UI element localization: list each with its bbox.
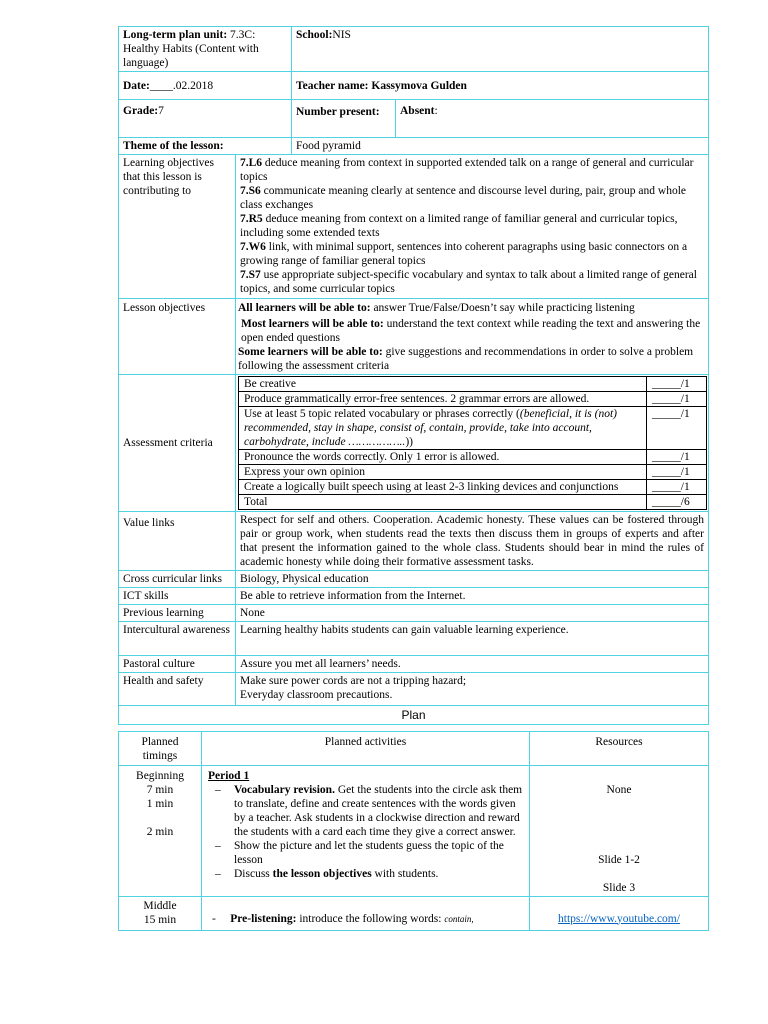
date-value: ____.02.2018 — [149, 79, 214, 92]
school-cell — [292, 27, 709, 72]
unit-label: Long-term plan unit: — [123, 29, 228, 41]
previous-learning-label: Previous learning — [119, 604, 236, 621]
activities-list — [208, 783, 525, 881]
table-row: Total _____/6 — [239, 494, 707, 509]
ict-label: ICT skills — [119, 587, 236, 604]
middle-resources — [530, 896, 709, 930]
grade-label: Grade: — [123, 105, 159, 117]
assessment-cell — [236, 374, 709, 511]
teacher-name: Teacher name: Kassymova Gulden — [296, 79, 467, 92]
health-safety-label: Health and safety — [119, 672, 236, 705]
health-safety-text: Make sure power cords are not a tripping hazard; Everyday classroom precautions. — [236, 672, 709, 705]
assessment-label: Assessment criteria — [119, 374, 236, 511]
plan-title: Plan — [118, 706, 709, 725]
grade-cell — [119, 100, 292, 138]
col-activities-header: Planned activities — [202, 731, 530, 765]
table-row: Be creative _____/1 — [239, 376, 707, 391]
pastoral-label: Pastoral culture — [119, 655, 236, 672]
unit-cell — [119, 27, 292, 72]
list-item: – Vocabulary revision. Get the students into the circle ask them to translate, define and create sentences with the words given by a teacher. Ask students in a clockwise direction and reward the students with a card each time they give a correct answer. — [234, 783, 525, 839]
value-links-text: Respect for self and others. Cooperation. Academic honesty. These values can be fostered through pair or group work, when students read the texts then discuss them in groups of experts and after that present the information gained to the whole class. Students should bear in mind the rules of academic honesty while doing their formative assessment tasks. — [236, 511, 709, 570]
lo-item: 7.W6 link, with minimal support, sentences into coherent paragraphs using basic connectors on a growing range of familiar general topics — [240, 240, 688, 267]
list-item: – Show the picture and let the students guess the topic of the lesson — [234, 839, 525, 867]
theme-value: Food pyramid — [292, 138, 709, 155]
beginning-activities — [202, 765, 530, 896]
teacher-cell — [292, 72, 709, 100]
unit-value: 7.3C: Healthy Habits (Content with language) — [123, 29, 259, 69]
middle-timings: Middle 15 min — [119, 896, 202, 930]
lo-item: 7.S6 communicate meaning clearly at sentence and discourse level during, pair, group and whole class exchanges — [240, 184, 686, 211]
table-row: Express your own opinion _____/1 — [239, 464, 707, 479]
number-present-label: Number present: — [296, 106, 380, 118]
some-learners: Some learners will be able to: give suggestions and recommendations in order to solve a problem following the assessment criteria — [238, 345, 694, 372]
col-timings-header: Planned timings — [119, 731, 202, 765]
period-heading: Period 1 — [208, 769, 250, 782]
header-table — [118, 26, 709, 155]
learning-objectives-label: Learning objectives that this lesson is contributing to — [119, 154, 236, 298]
table-row: Produce grammatically error-free sentences. 2 grammar errors are allowed. _____/1 — [239, 391, 707, 406]
absent-cell — [396, 100, 709, 138]
beginning-timings: Beginning 7 min 1 min 2 min — [119, 765, 202, 896]
list-item: – Discuss the lesson objectives with students. — [234, 867, 525, 881]
table-row: Use at least 5 topic related vocabulary or phrases correctly ((beneficial, it is (not) recommended, stay in shape, consist of, contain, provide, take into account, carbohydrate, include ……………..)) _____/1 — [239, 406, 707, 449]
pastoral-text: Assure you met all learners’ needs. — [236, 655, 709, 672]
lo-item: 7.L6 deduce meaning from context in supported extended talk on a range of general and curricular topics — [240, 156, 694, 183]
previous-learning-text: None — [236, 604, 709, 621]
middle-activities: - Pre-listening: introduce the following words: contain, — [202, 896, 530, 930]
date-label: Date: — [123, 79, 150, 92]
table-row: Create a logically built speech using at least 2-3 linking devices and conjunctions _____/1 — [239, 479, 707, 494]
lesson-objectives-content — [236, 298, 709, 374]
intercultural-text: Learning healthy habits students can gain valuable learning experience. — [236, 621, 709, 655]
lesson-objectives-label: Lesson objectives — [119, 298, 236, 374]
beginning-resources: None Slide 1-2 Slide 3 — [530, 765, 709, 896]
school-value: NIS — [332, 29, 351, 41]
lo-item: 7.R5 deduce meaning from context on a limited range of familiar general and curricular topics, including some extended texts — [240, 212, 678, 239]
cross-curricular-text: Biology, Physical education — [236, 570, 709, 587]
cross-curricular-label: Cross curricular links — [119, 570, 236, 587]
number-present-cell — [292, 100, 396, 138]
learning-objectives-list — [236, 154, 709, 298]
value-links-label: Value links — [119, 511, 236, 570]
grade-value: 7 — [158, 105, 164, 117]
all-learners: All learners will be able to: answer True/False/Doesn’t say while practicing listening — [238, 301, 635, 314]
theme-label: Theme of the lesson: — [119, 138, 292, 155]
table-row: Pronounce the words correctly. Only 1 error is allowed. _____/1 — [239, 449, 707, 464]
plan-table — [118, 731, 709, 931]
youtube-link[interactable]: https://www.youtube.com/ — [558, 912, 680, 925]
most-learners: Most learners will be able to: understand the text context while reading the text and answering the open ended questions — [241, 317, 701, 344]
objectives-table — [118, 154, 709, 706]
date-cell — [119, 72, 292, 100]
absent-colon: : — [434, 105, 438, 117]
assessment-table — [238, 376, 707, 510]
col-resources-header: Resources — [530, 731, 709, 765]
school-label: School: — [296, 29, 333, 41]
intercultural-label: Intercultural awareness — [119, 621, 236, 655]
ict-text: Be able to retrieve information from the Internet. — [236, 587, 709, 604]
lo-item: 7.S7 use appropriate subject-specific vocabulary and syntax to talk about a limited range of general topics, and some curricular topics — [240, 268, 697, 295]
absent-label: Absent — [400, 105, 435, 117]
lesson-plan-page — [118, 26, 709, 931]
